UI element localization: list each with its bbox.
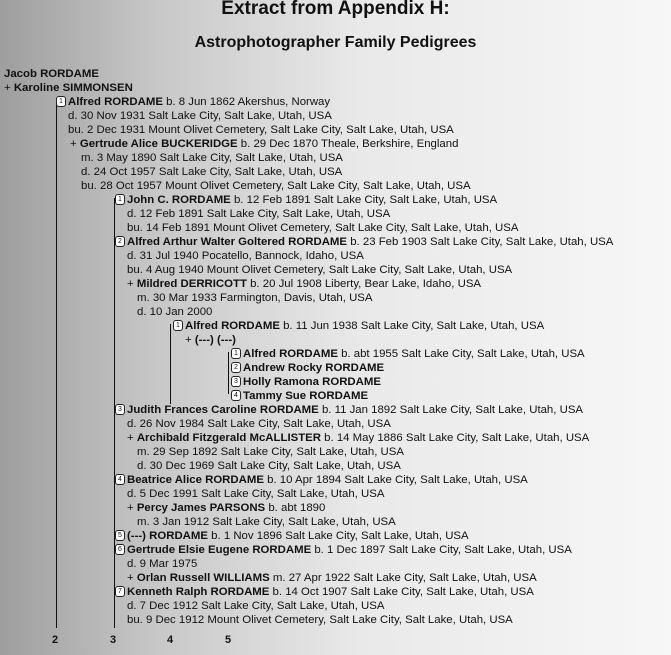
pedigree-line — [137, 515, 396, 529]
child-number-badge: 4 — [231, 390, 241, 401]
pedigree-line — [4, 81, 133, 95]
person-name: Andrew Rocky RORDAME — [243, 362, 385, 374]
person-name: Mildred DERRICOTT — [136, 278, 247, 290]
person-details: b. 8 Jun 1862 Akershus, Norway — [162, 96, 331, 108]
person-details: m. 3 Jan 1912 Salt Lake City, Salt Lake, Utah, USA — [137, 516, 396, 528]
pedigree-line — [81, 151, 343, 165]
person-details: d. 30 Dec 1969 Salt Lake City, Salt Lake, Utah, USA — [137, 460, 401, 472]
person-details: m. 30 Mar 1933 Farmington, Davis, Utah, USA — [137, 292, 373, 304]
spouse-marker: + — [127, 572, 137, 584]
person-details: b. 12 Feb 1891 Salt Lake City, Salt Lake, Utah, USA — [230, 194, 498, 206]
person-details: m. 27 Apr 1922 Salt Lake City, Salt Lake, Utah, USA — [269, 572, 537, 584]
pedigree-line — [68, 109, 332, 123]
pedigree-line — [81, 179, 471, 193]
child-number-badge: 7 — [115, 586, 125, 597]
spouse-marker: + — [4, 82, 14, 94]
person-name: (---) RORDAME — [127, 530, 208, 542]
person-details: bu. 28 Oct 1957 Mount Olivet Cemetery, Salt Lake City, Salt Lake, Utah, USA — [81, 180, 471, 192]
child-number-badge: 1 — [231, 348, 241, 359]
pedigree-line — [137, 305, 212, 319]
pedigree-line — [4, 67, 99, 81]
spouse-marker: + — [127, 432, 137, 444]
pedigree-line — [185, 319, 544, 333]
person-details: b. 11 Jun 1938 Salt Lake City, Salt Lake, Utah, USA — [279, 320, 545, 332]
spouse-marker: + — [70, 138, 80, 150]
person-details: b. 14 May 1886 Salt Lake City, Salt Lake, Utah, USA — [321, 432, 590, 444]
spouse-marker: + — [185, 334, 195, 346]
page-subtitle: Astrophotographer Family Pedigrees — [194, 34, 477, 51]
pedigree-line — [127, 585, 534, 599]
pedigree-line — [243, 361, 384, 375]
pedigree-line — [127, 249, 364, 263]
generation-label: 4 — [167, 634, 174, 646]
pedigree-line — [185, 333, 236, 347]
person-name: Kenneth Ralph RORDAME — [127, 586, 270, 598]
pedigree-line — [68, 95, 330, 109]
pedigree-line — [127, 193, 497, 207]
pedigree-line — [127, 431, 589, 445]
person-name: (---) (---) — [194, 334, 236, 346]
pedigree-line — [127, 473, 528, 487]
spouse-marker: + — [127, 278, 137, 290]
pedigree-line — [127, 235, 613, 249]
person-details: bu. 9 Dec 1912 Mount Olivet Cemetery, Salt Lake City, Salt Lake, Utah, USA — [127, 614, 513, 626]
person-name: Percy James PARSONS — [136, 502, 266, 514]
person-name: Alfred RORDAME — [243, 348, 338, 360]
pedigree-line — [127, 207, 390, 221]
pedigree-line — [127, 277, 481, 291]
generation-4-line — [170, 324, 171, 404]
pedigree-line — [127, 417, 391, 431]
person-details: m. 29 Sep 1892 Salt Lake City, Salt Lake, Utah, USA — [137, 446, 404, 458]
pedigree-line — [127, 571, 537, 585]
person-name: Judith Frances Caroline RORDAME — [127, 404, 319, 416]
child-number-badge: 1 — [56, 96, 66, 107]
pedigree-line — [243, 375, 381, 389]
pedigree-line — [137, 459, 401, 473]
generation-label: 2 — [52, 634, 59, 646]
pedigree-line — [127, 487, 384, 501]
person-details: b. 1 Dec 1897 Salt Lake City, Salt Lake, Utah, USA — [311, 544, 572, 556]
person-details: d. 24 Oct 1957 Salt Lake City, Salt Lake, Utah, USA — [81, 166, 343, 178]
person-details: d. 5 Dec 1991 Salt Lake City, Salt Lake, Utah, USA — [127, 488, 385, 500]
pedigree-line — [127, 543, 572, 557]
person-details: m. 3 May 1890 Salt Lake City, Salt Lake, Utah, USA — [81, 152, 343, 164]
person-name: Karoline SIMMONSEN — [13, 82, 133, 94]
pedigree-line — [137, 291, 373, 305]
generation-label: 5 — [225, 634, 232, 646]
person-name: Beatrice Alice RORDAME — [127, 474, 264, 486]
person-details: b. 14 Oct 1907 Salt Lake City, Salt Lake, Utah, USA — [269, 586, 534, 598]
person-details: d. 30 Nov 1931 Salt Lake City, Salt Lake, Utah, USA — [68, 110, 332, 122]
generation-label: 3 — [110, 634, 117, 646]
child-number-badge: 2 — [231, 362, 241, 373]
person-name: Orlan Russell WILLIAMS — [136, 572, 270, 584]
pedigree-line — [127, 221, 518, 235]
page-title: Extract from Appendix H: — [221, 0, 450, 19]
person-details: b. 20 Jul 1908 Liberty, Bear Lake, Idaho, USA — [246, 278, 482, 290]
person-details: b. abt 1955 Salt Lake City, Salt Lake, Utah, USA — [337, 348, 585, 360]
person-name: Holly Ramona RORDAME — [243, 376, 381, 388]
person-details: b. abt 1890 — [265, 502, 326, 514]
pedigree-line — [243, 389, 368, 403]
person-details: b. 23 Feb 1903 Salt Lake City, Salt Lake, Utah, USA — [347, 236, 614, 248]
generation-5-line — [228, 352, 229, 394]
person-details: d. 9 Mar 1975 — [127, 558, 198, 570]
person-details: b. 10 Apr 1894 Salt Lake City, Salt Lake, Utah, USA — [263, 474, 528, 486]
person-details: b. 11 Jan 1892 Salt Lake City, Salt Lake, Utah, USA — [318, 404, 584, 416]
person-name: Jacob RORDAME — [4, 68, 99, 80]
person-details: d. 7 Dec 1912 Salt Lake City, Salt Lake, Utah, USA — [127, 600, 385, 612]
pedigree-line — [243, 347, 585, 361]
person-name: Gertrude Alice BUCKERIDGE — [79, 138, 238, 150]
child-number-badge: 2 — [115, 236, 125, 247]
person-details: bu. 4 Aug 1940 Mount Olivet Cemetery, Salt Lake City, Salt Lake, Utah, USA — [127, 264, 513, 276]
person-name: Alfred RORDAME — [185, 320, 280, 332]
pedigree-line — [127, 599, 384, 613]
pedigree-line — [127, 501, 325, 515]
spouse-marker: + — [127, 502, 137, 514]
pedigree-line — [127, 529, 469, 543]
person-details: d. 10 Jan 2000 — [137, 306, 213, 318]
person-details: b. 29 Dec 1870 Theale, Berkshire, England — [237, 138, 459, 150]
pedigree-line — [127, 403, 583, 417]
person-name: Alfred RORDAME — [68, 96, 163, 108]
person-details: d. 26 Nov 1984 Salt Lake City, Salt Lake, Utah, USA — [127, 418, 391, 430]
pedigree-line — [127, 613, 513, 627]
child-number-badge: 1 — [115, 194, 125, 205]
pedigree-line — [70, 137, 458, 151]
pedigree-line — [81, 165, 342, 179]
person-details: d. 31 Jul 1940 Pocatello, Bannock, Idaho, USA — [127, 250, 364, 262]
person-details: d. 12 Feb 1891 Salt Lake City, Salt Lake, Utah, USA — [127, 208, 391, 220]
child-number-badge: 3 — [115, 404, 125, 415]
person-name: John C. RORDAME — [127, 194, 231, 206]
person-details: bu. 14 Feb 1891 Mount Olivet Cemetery, Salt Lake City, Salt Lake, Utah, USA — [127, 222, 519, 234]
person-name: Tammy Sue RORDAME — [243, 390, 369, 402]
pedigree-line — [127, 557, 197, 571]
child-number-badge: 1 — [173, 320, 183, 331]
person-details: b. 1 Nov 1896 Salt Lake City, Salt Lake, Utah, USA — [207, 530, 469, 542]
pedigree-line — [137, 445, 404, 459]
child-number-badge: 5 — [115, 530, 125, 541]
person-details: bu. 2 Dec 1931 Mount Olivet Cemetery, Salt Lake City, Salt Lake, Utah, USA — [68, 124, 454, 136]
person-name: Gertrude Elsie Eugene RORDAME — [127, 544, 312, 556]
child-number-badge: 3 — [231, 376, 241, 387]
person-name: Archibald Fitzgerald McALLISTER — [136, 432, 321, 444]
pedigree-line — [68, 123, 454, 137]
pedigree-line — [127, 263, 512, 277]
generation-2-line — [56, 100, 57, 628]
child-number-badge: 6 — [115, 544, 125, 555]
person-name: Alfred Arthur Walter Goltered RORDAME — [127, 236, 348, 248]
child-number-badge: 4 — [115, 474, 125, 485]
